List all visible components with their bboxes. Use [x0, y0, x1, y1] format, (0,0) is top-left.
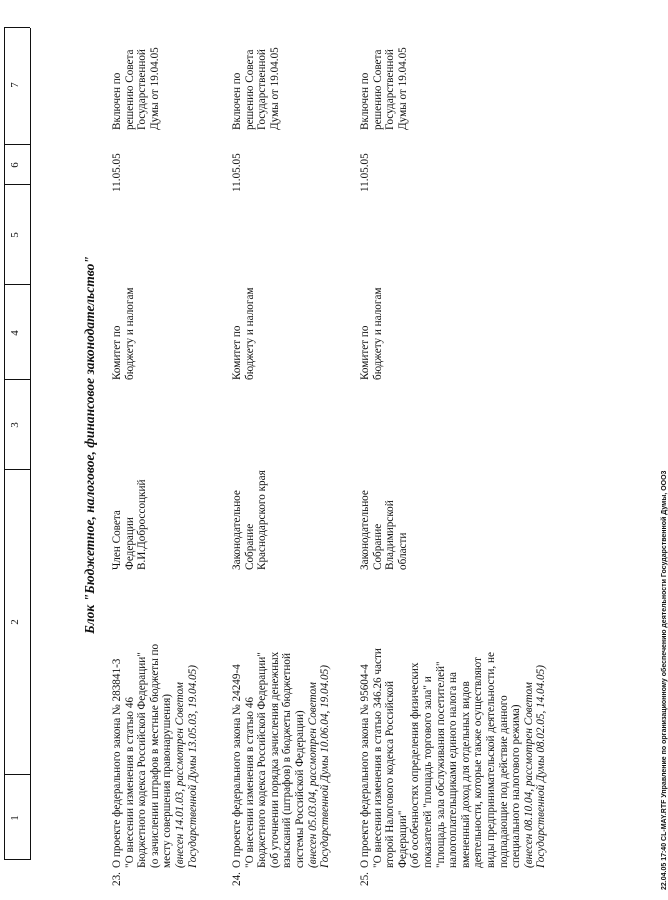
initiator: [231, 440, 269, 570]
text-line: Государственной Думы 10.06.04, 19.04.05): [319, 665, 332, 868]
text-line: подпадающие под действие данного: [497, 695, 510, 868]
col-divider-right: [4, 27, 30, 28]
bill-description: [359, 568, 548, 886]
text-line: (об уточнении порядка зачисления денежных: [268, 651, 281, 868]
text-line: Собрание: [243, 523, 256, 570]
text-line: Государственной: [136, 49, 149, 130]
text-line: решению Совета: [123, 49, 136, 130]
text-line: (внесен 08.10.04, рассмотрен Советом: [522, 682, 535, 868]
column-number: 5: [9, 232, 21, 238]
column-number: 1: [9, 815, 21, 821]
text-line: решению Совета: [371, 49, 384, 130]
col-divider-left: [4, 859, 30, 860]
initiator: [111, 450, 149, 570]
text-line: "О внесении изменения в статью 346.26 части: [371, 648, 384, 868]
text-line: Федерации: [123, 517, 136, 570]
date: 11.05.05: [111, 153, 123, 192]
text-line: Включен по: [231, 72, 243, 130]
text-line: налогоплательщиками единого налога на: [447, 672, 460, 868]
text-line: Государственной: [256, 49, 269, 130]
text-line: решению Совета: [243, 49, 256, 130]
column-number: 7: [9, 82, 21, 88]
col-divider-5: [4, 184, 30, 185]
column-number: 6: [9, 162, 21, 168]
text-line: Член Совета: [111, 510, 123, 570]
text-line: "площадь зала обслуживания посетителей": [434, 661, 447, 868]
block-title: Блок "Бюджетное, налоговое, финансовое законодательство": [82, 256, 97, 634]
col-divider-2: [4, 469, 30, 470]
text-line: вмененный доход для отдельных видов: [459, 681, 472, 868]
text-line: Включен по: [111, 72, 123, 130]
row-number: 25.: [359, 872, 371, 886]
row-number: 24.: [231, 872, 243, 886]
text-line: Государственной Думы 13.05.03, 19.04.05): [186, 665, 199, 868]
text-line: области: [396, 532, 409, 570]
column-number: 4: [9, 330, 21, 336]
text-line: виды предпринимательской деятельности, не: [484, 652, 497, 868]
text-line: специального налогового режима): [510, 704, 523, 868]
decision: [231, 20, 281, 130]
text-line: Думы от 19.04.05: [396, 47, 409, 130]
initiator: [359, 450, 409, 570]
col-divider-4: [4, 284, 30, 285]
footer-line: 22.04.05 17:40 CL-MAY.RTF Управление по организационному обеспечению деятельности Государственной Думы, ООО3: [661, 470, 668, 890]
text-line: второй Налогового кодекса Российской: [384, 681, 397, 868]
text-line: Законодательное: [359, 490, 371, 570]
text-line: Владимирской: [384, 500, 397, 570]
bill-title: [231, 568, 307, 868]
text-line: Комитет по: [231, 325, 243, 380]
text-line: (об особенностях определения физических: [409, 662, 422, 868]
decision: [111, 20, 161, 130]
text-line: (внесен 14.01.03, рассмотрен Советом: [173, 682, 186, 868]
text-line: месту совершения правонарушения): [161, 693, 174, 868]
text-line: показателей "площадь торгового зала" и: [421, 676, 434, 868]
text-line: Краснодарского края: [256, 470, 269, 570]
col-divider-6: [4, 144, 30, 145]
text-line: Бюджетного кодекса Российской Федерации": [136, 652, 149, 868]
bill-note: [523, 568, 548, 868]
committee: [231, 250, 256, 380]
text-line: О проекте федерального закона № 24249-4: [231, 664, 243, 868]
text-line: бюджету и налогам: [243, 287, 256, 380]
text-line: Государственной Думы 08.02.05, 14.04.05): [535, 665, 548, 868]
text-line: Думы от 19.04.05: [148, 47, 161, 130]
text-line: Думы от 19.04.05: [268, 47, 281, 130]
column-number: 2: [9, 619, 21, 625]
text-line: бюджету и налогам: [123, 287, 136, 380]
bill-note: [307, 568, 332, 868]
text-line: Бюджетного кодекса Российской Федерации": [256, 652, 269, 868]
table-header-border: [4, 28, 5, 860]
text-line: (внесен 05.03.04, рассмотрен Советом: [306, 682, 319, 868]
committee: [359, 250, 384, 380]
text-line: Федерации": [396, 810, 409, 868]
table-top-border: [30, 28, 31, 860]
text-line: Государственной: [384, 49, 397, 130]
text-line: О проекте федерального закона № 283841-3: [111, 658, 123, 868]
bill-note: [174, 568, 199, 868]
text-line: (о зачислении штрафов в местные бюджеты по: [148, 643, 161, 868]
text-line: О проекте федерального закона № 95604-4: [359, 664, 371, 868]
committee: [111, 250, 136, 380]
col-divider-1: [4, 774, 30, 775]
column-number: 3: [9, 422, 21, 428]
decision: [359, 20, 409, 130]
text-line: В.И.Доброссоцкий: [136, 479, 149, 570]
row-number: 23.: [111, 872, 123, 886]
bill-title: [111, 568, 174, 868]
col-divider-3: [4, 379, 30, 380]
text-line: "О внесении изменения в статью 46: [243, 696, 256, 868]
text-line: системы Российской Федерации): [293, 710, 306, 868]
text-line: Включен по: [359, 72, 371, 130]
date: 11.05.05: [359, 153, 371, 192]
date: 11.05.05: [231, 153, 243, 192]
text-line: Комитет по: [111, 325, 123, 380]
bill-description: [231, 568, 332, 886]
text-line: бюджету и налогам: [371, 287, 384, 380]
text-line: Комитет по: [359, 325, 371, 380]
text-line: деятельности, которые также осуществляют: [472, 657, 485, 868]
text-line: Собрание: [371, 523, 384, 570]
bill-description: [111, 568, 199, 886]
text-line: "О внесении изменения в статью 46: [123, 696, 136, 868]
bill-title: [359, 568, 523, 868]
text-line: взысканий (штрафов) в бюджеты бюджетной: [281, 653, 294, 868]
text-line: Законодательное: [231, 490, 243, 570]
